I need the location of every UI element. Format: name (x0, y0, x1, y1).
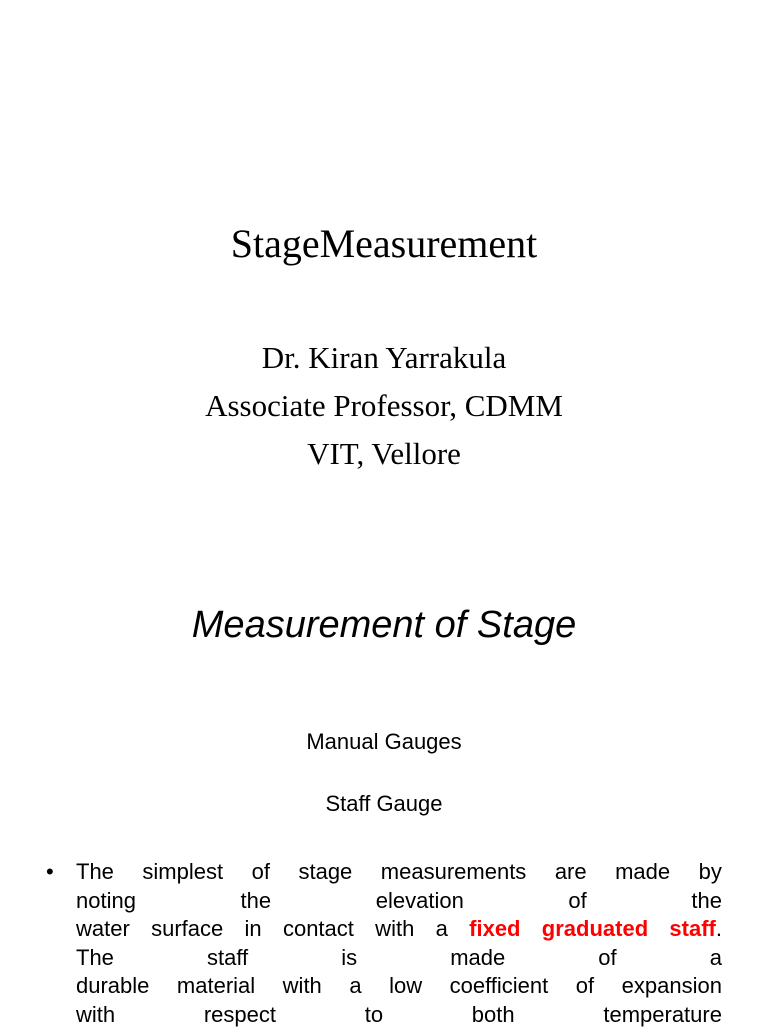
highlighted-term: fixed graduated staff (469, 916, 716, 941)
author-position: Associate Professor, CDMM (0, 382, 768, 430)
word: of (576, 972, 594, 1001)
word: stage (298, 858, 352, 887)
word: durable (76, 972, 149, 1001)
section-heading-staff-gauge: Staff Gauge (0, 790, 768, 818)
word: of (568, 887, 586, 916)
word: material (177, 972, 255, 1001)
word: are (555, 858, 587, 887)
line3-prefix: water surface in contact with a (76, 916, 469, 941)
word: a (349, 972, 361, 1001)
word: with (76, 1001, 115, 1029)
word: by (699, 858, 722, 887)
bullet-line-2 (76, 887, 722, 916)
word: with (283, 972, 322, 1001)
word: made (450, 944, 505, 973)
author-institution: VIT, Vellore (0, 430, 768, 478)
word: of (598, 944, 616, 973)
word: expansion (622, 972, 722, 1001)
line3-suffix: . (716, 916, 722, 941)
bullet-marker: • (46, 858, 54, 887)
word: simplest (142, 858, 223, 887)
title-slide-heading: StageMeasurement (0, 216, 768, 272)
word: measurements (381, 858, 527, 887)
word: is (341, 944, 357, 973)
bullet-line-3 (76, 915, 722, 944)
word: noting (76, 887, 136, 916)
word: coefficient (450, 972, 549, 1001)
word: elevation (376, 887, 464, 916)
word: low (389, 972, 422, 1001)
word: staff (207, 944, 248, 973)
word: both (472, 1001, 515, 1029)
bullet-line-1 (76, 858, 722, 887)
word: the (241, 887, 272, 916)
word: temperature (603, 1001, 722, 1029)
word: to (365, 1001, 383, 1029)
word: respect (204, 1001, 276, 1029)
word: made (615, 858, 670, 887)
title-slide-subtitle (0, 334, 768, 478)
bullet-item (46, 858, 722, 1029)
word: the (691, 887, 722, 916)
content-slide-heading: Measurement of Stage (0, 600, 768, 650)
bullet-line-5 (76, 972, 722, 1001)
word: The (76, 858, 114, 887)
word: The (76, 944, 114, 973)
word: of (252, 858, 270, 887)
bullet-line-4 (76, 944, 722, 973)
word: a (710, 944, 722, 973)
section-heading-manual-gauges: Manual Gauges (0, 728, 768, 756)
bullet-text (76, 858, 722, 1029)
author-name: Dr. Kiran Yarrakula (0, 334, 768, 382)
bullet-line-6 (76, 1001, 722, 1029)
